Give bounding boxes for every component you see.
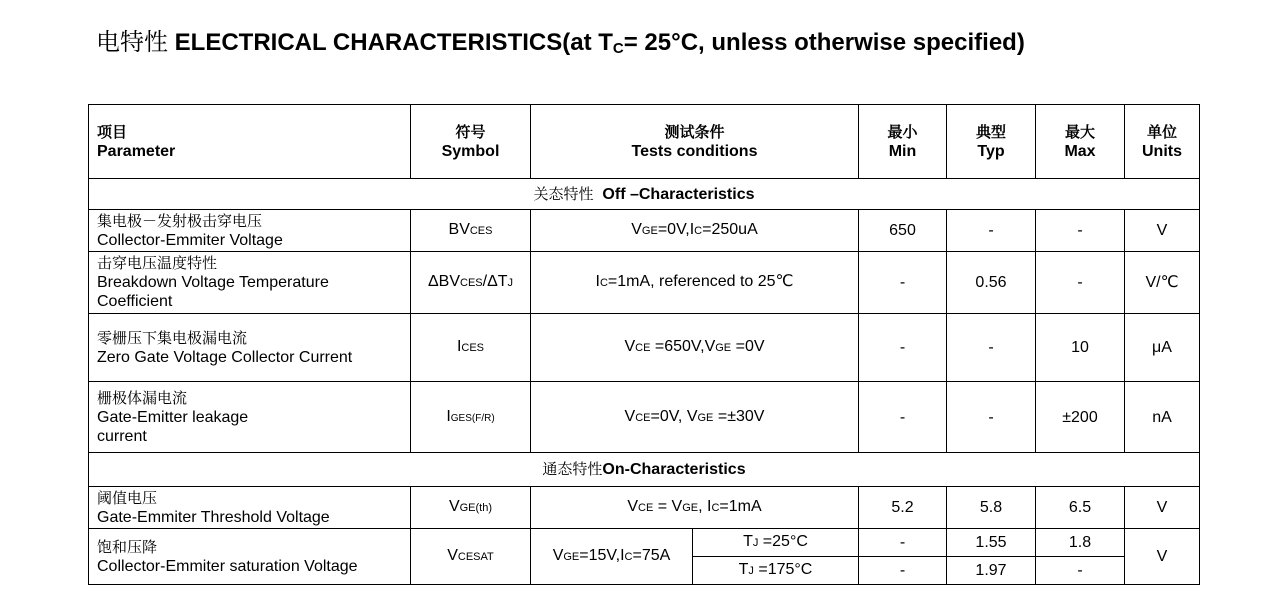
symbol-cell [411,382,531,453]
typ-cell: 1.55 [947,529,1036,557]
cond-text: =15V,I [579,547,625,564]
param-en: Collector-Emmiter Voltage [97,231,283,249]
max-cell: ±200 [1036,382,1125,453]
min-cell: 5.2 [859,487,947,529]
param-cell [89,314,411,382]
symbol-subscript: J [507,277,514,289]
title-cn: 电特性 [96,29,168,56]
header-max-cn: 最大 [1064,122,1095,141]
condition-cell [531,210,859,252]
cond-text: =650V,V [650,338,716,355]
param-en-continued: current [97,427,147,445]
unit-cell: μA [1125,314,1200,382]
param-en-continued: Coefficient [97,293,173,310]
cond-text: V [624,407,636,425]
page-title [96,26,1025,66]
param-cn: 零栅压下集电极漏电流 [97,328,248,347]
cond-subscript: GE [563,551,580,563]
symbol-main: V [448,498,460,515]
cond-text: =1mA, referenced to 25℃ [607,273,794,290]
table-row [89,314,1200,382]
symbol-subscript: GE(th) [459,502,493,514]
typ-cell: 0.56 [947,252,1036,314]
param-cn: 栅极体漏电流 [97,388,188,407]
typ-cell: 5.8 [947,487,1036,529]
cond-subscript: J [752,537,759,549]
header-symbol-cn: 符号 [455,122,486,141]
max-cell: 10 [1036,314,1125,382]
header-typ [947,105,1036,179]
header-units-en: Units [1142,142,1182,160]
param-en: Gate-Emmiter Threshold Voltage [97,508,330,526]
min-cell: - [859,557,947,585]
min-cell: - [859,529,947,557]
header-parameter-en: Parameter [97,142,176,160]
header-min-cn: 最小 [887,122,918,141]
cond-text: =0V, V [650,407,698,425]
section-off-cn: 关态特性 [533,184,594,203]
cond-text: I [595,273,600,290]
header-symbol-en: Symbol [441,142,500,160]
typ-cell: - [947,382,1036,453]
param-cell [89,252,411,314]
section-on-cn: 通态特性 [542,460,603,478]
title-en-prefix: ELECTRICAL CHARACTERISTICS(at T [174,29,613,56]
cond-subscript: C [711,502,720,514]
cond-subscript: CE [635,411,651,424]
cond-subscript: CE [638,502,654,514]
symbol-subscript: CES [460,277,483,289]
cond-subscript: C [694,225,703,237]
cond-subscript: GE [715,342,732,354]
symbol-main: /ΔT [482,273,508,290]
cond-subscript: GE [641,225,658,237]
cond-text: V [552,547,564,564]
cond-text: =±30V [713,407,765,425]
title-en-suffix: = 25°C, unless otherwise specified) [623,29,1025,56]
min-cell: - [859,314,947,382]
max-cell: 1.8 [1036,529,1125,557]
header-max-en: Max [1064,142,1096,160]
condition-cell [531,252,859,314]
unit-cell: V [1125,210,1200,252]
condition-cell [531,529,693,585]
table-row [89,529,1200,557]
param-cn: 击穿电压温度特性 [97,254,218,272]
header-conditions-en: Tests conditions [631,142,758,160]
header-typ-en: Typ [977,142,1005,160]
condition-cell [531,382,859,453]
symbol-cell [411,210,531,252]
header-parameter [89,105,411,179]
min-cell: - [859,382,947,453]
param-cn: 阈值电压 [97,488,158,507]
header-min-en: Min [888,142,917,160]
header-units-cn: 单位 [1146,122,1177,141]
table-row [89,252,1200,314]
header-typ-cn: 典型 [975,122,1006,141]
min-cell: - [859,252,947,314]
cond-subscript: C [624,551,633,563]
max-cell: 6.5 [1036,487,1125,529]
symbol-cell [411,487,531,529]
tj-condition-cell [693,529,859,557]
header-max [1036,105,1125,179]
typ-cell: - [947,314,1036,382]
section-on-en: On-Characteristics [602,461,746,478]
symbol-subscript: CES [469,225,493,237]
symbol-cell [411,314,531,382]
max-cell: - [1036,252,1125,314]
max-cell: - [1036,210,1125,252]
unit-cell: V [1125,529,1200,585]
param-cell [89,210,411,252]
cond-text: T [738,561,749,578]
header-units [1125,105,1200,179]
header-min [859,105,947,179]
header-parameter-cn: 项目 [97,122,128,141]
unit-cell: nA [1125,382,1200,453]
section-row-on [89,453,1200,487]
symbol-subscript: GES(F/R) [450,412,495,424]
section-off-cell [89,179,1200,210]
cond-subscript: GE [697,411,714,424]
section-off-en: Off –Characteristics [602,185,755,203]
param-cn: 饱和压降 [97,537,158,556]
table-row [89,487,1200,529]
param-en: Gate-Emitter leakage [97,408,249,426]
symbol-main: BV [448,221,470,238]
symbol-cell [411,529,531,585]
tj-condition-cell [693,557,859,585]
header-symbol [411,105,531,179]
cond-subscript: GE [682,502,699,514]
param-en: Breakdown Voltage Temperature [97,274,329,291]
condition-cell [531,314,859,382]
section-on-cell [89,453,1200,487]
header-conditions-cn: 测试条件 [664,122,725,141]
cond-subscript: CE [635,342,651,354]
param-cn: 集电极－发射极击穿电压 [97,211,263,230]
cond-text: =0V [731,338,765,355]
typ-cell: - [947,210,1036,252]
symbol-main: I [446,407,451,425]
cond-text: =0V,I [657,221,695,238]
param-cell [89,382,411,453]
symbol-subscript: CESAT [457,551,494,563]
section-row-off [89,179,1200,210]
min-cell: 650 [859,210,947,252]
cond-text: =1mA [719,498,762,515]
cond-text: =25°C [758,533,808,550]
unit-cell: V [1125,487,1200,529]
condition-cell [531,487,859,529]
cond-text: =250uA [702,221,758,238]
symbol-subscript: CES [461,342,485,354]
cond-text: =75A [632,547,671,564]
symbol-main: V [447,547,458,564]
param-cell [89,487,411,529]
typ-cell: 1.97 [947,557,1036,585]
symbol-main: I [456,338,462,355]
cond-text: V [631,221,642,238]
cond-subscript: J [748,565,754,577]
symbol-cell [411,252,531,314]
cond-text: =175°C [753,561,813,578]
param-en: Collector-Emmiter saturation Voltage [97,557,358,575]
max-cell: - [1036,557,1125,585]
symbol-main: ΔBV [427,273,460,290]
unit-cell: V/℃ [1125,252,1200,314]
cond-text: = V [653,498,683,515]
table-header-row [89,105,1200,179]
header-conditions [531,105,859,179]
table-row [89,210,1200,252]
cond-text: T [743,533,753,550]
table-row [89,382,1200,453]
title-en [175,29,1025,56]
cond-subscript: C [599,277,608,289]
cond-text: , I [698,498,712,515]
cond-text: V [624,338,636,355]
electrical-characteristics-table [88,104,1200,585]
param-cell [89,529,411,585]
cond-text: V [627,498,639,515]
title-tc-subscript: C [612,40,624,57]
param-en: Zero Gate Voltage Collector Current [97,348,353,366]
